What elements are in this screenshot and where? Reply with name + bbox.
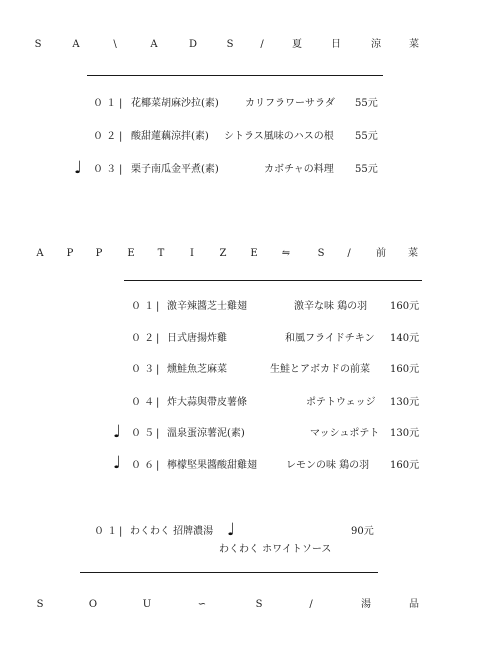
heading-letter: 日 — [331, 39, 341, 50]
menu-item — [0, 459, 489, 473]
music-note-icon: ♩ — [227, 520, 236, 540]
item-name: 燻鮭魚芝麻菜 — [167, 364, 227, 375]
item-price: 130元 — [390, 428, 420, 439]
heading-letter: S — [36, 599, 44, 610]
item-japanese-name: マッシュポテト — [310, 428, 380, 439]
heading-letter: 品 — [409, 599, 419, 610]
item-number: ０ ５ — [131, 428, 155, 439]
item-separator: | — [119, 164, 123, 175]
heading-letter: D — [188, 39, 198, 50]
music-note-icon: ♩ — [74, 158, 83, 178]
soups-heading — [0, 598, 489, 612]
salads-divider — [87, 75, 383, 76]
appetizers-heading — [0, 247, 489, 261]
item-japanese-name: 激辛な味 鶏の羽 — [294, 301, 368, 312]
item-price: 160元 — [390, 301, 420, 312]
menu-item — [0, 427, 489, 441]
item-separator: | — [119, 98, 123, 109]
item-number: ０ ３ — [93, 164, 117, 175]
item-name: わくわく 招牌濃湯 — [130, 526, 214, 537]
item-separator: | — [156, 397, 160, 408]
menu-item — [0, 332, 489, 346]
item-separator: | — [119, 526, 123, 537]
item-number: ０ ３ — [131, 364, 155, 375]
item-separator: | — [156, 364, 160, 375]
item-japanese-name: カリフラワーサラダ — [245, 98, 335, 109]
soups-divider — [80, 572, 378, 573]
menu-item — [0, 396, 489, 410]
heading-letter: 涼 — [371, 39, 381, 50]
heading-letter: Z — [219, 248, 227, 259]
item-name: 檸檬堅果醬酸甜雞翅 — [167, 460, 257, 471]
item-number: ０ １ — [131, 301, 155, 312]
item-japanese-name: シトラス風味のハスの根 — [224, 131, 334, 142]
heading-letter: / — [347, 248, 351, 259]
menu-item — [0, 97, 489, 111]
item-number: ０ １ — [93, 98, 117, 109]
item-number: ０ ４ — [131, 397, 155, 408]
item-japanese-name: カボチャの料理 — [264, 164, 334, 175]
heading-letter: O — [88, 599, 98, 610]
salads-heading — [0, 38, 489, 52]
item-japanese-name: 和風フライドチキン — [285, 333, 375, 344]
item-name: 酸甜蓮藕涼拌(素) — [131, 131, 209, 142]
item-number: ０ ２ — [93, 131, 117, 142]
heading-letter: 夏 — [292, 39, 302, 50]
heading-letter: / — [309, 599, 313, 610]
item-japanese-name: レモンの味 鶏の羽 — [286, 460, 370, 471]
heading-letter: P — [66, 248, 74, 259]
heading-letter: 菜 — [408, 248, 418, 259]
item-name: 日式唐揚炸雞 — [167, 333, 227, 344]
item-japanese-name: 生鮭とアボカドの前菜 — [270, 364, 370, 375]
item-price: 160元 — [390, 364, 420, 375]
item-price: 55元 — [355, 98, 378, 109]
item-price: 160元 — [390, 460, 420, 471]
item-number: ０ ２ — [131, 333, 155, 344]
item-japanese-name: わくわく ホワイトソース — [219, 544, 332, 555]
heading-letter: ⇋ — [281, 248, 291, 259]
item-name: 溫泉蛋涼薯泥(素) — [167, 428, 245, 439]
heading-letter: S — [226, 39, 234, 50]
music-note-icon: ♩ — [113, 453, 122, 473]
appetizers-divider — [124, 280, 422, 281]
item-name: 花椰菜胡麻沙拉(素) — [131, 98, 219, 109]
item-price: 55元 — [355, 164, 378, 175]
heading-letter: A — [36, 248, 44, 259]
heading-letter: 菜 — [409, 39, 419, 50]
heading-letter: S — [255, 599, 263, 610]
heading-letter: E — [127, 248, 135, 259]
heading-letter: 湯 — [361, 599, 371, 610]
heading-letter: \ — [113, 39, 117, 50]
item-price: 90元 — [351, 526, 374, 537]
heading-letter: S — [34, 39, 42, 50]
heading-letter: E — [250, 248, 258, 259]
heading-letter: S — [317, 248, 325, 259]
item-separator: | — [119, 131, 123, 142]
item-number: ０ ６ — [131, 460, 155, 471]
menu-item — [0, 163, 489, 177]
heading-letter: T — [157, 248, 165, 259]
heading-letter: ∽ — [197, 599, 207, 610]
heading-letter: U — [142, 599, 152, 610]
item-price: 55元 — [355, 131, 378, 142]
item-price: 130元 — [390, 397, 420, 408]
item-name: 栗子南瓜金平煮(素) — [131, 164, 219, 175]
heading-letter: P — [95, 248, 103, 259]
item-separator: | — [156, 428, 160, 439]
item-japanese-name: ポテトウェッジ — [306, 397, 376, 408]
menu-item — [0, 300, 489, 314]
menu-item-japanese-line — [0, 543, 489, 557]
item-separator: | — [156, 460, 160, 471]
menu-item — [0, 130, 489, 144]
heading-letter: A — [72, 39, 80, 50]
music-note-icon: ♩ — [113, 422, 122, 442]
heading-letter: 前 — [376, 248, 386, 259]
heading-letter: A — [150, 39, 158, 50]
item-number: ０ １ — [94, 526, 118, 537]
menu-item — [0, 525, 489, 539]
heading-letter: / — [260, 39, 264, 50]
heading-letter: I — [190, 248, 194, 259]
menu-item — [0, 363, 489, 377]
item-separator: | — [156, 301, 160, 312]
item-name: 激辛辣醬芝士雞翅 — [167, 301, 247, 312]
item-name: 炸大蒜與帶皮薯條 — [167, 397, 247, 408]
item-price: 140元 — [390, 333, 420, 344]
item-separator: | — [156, 333, 160, 344]
